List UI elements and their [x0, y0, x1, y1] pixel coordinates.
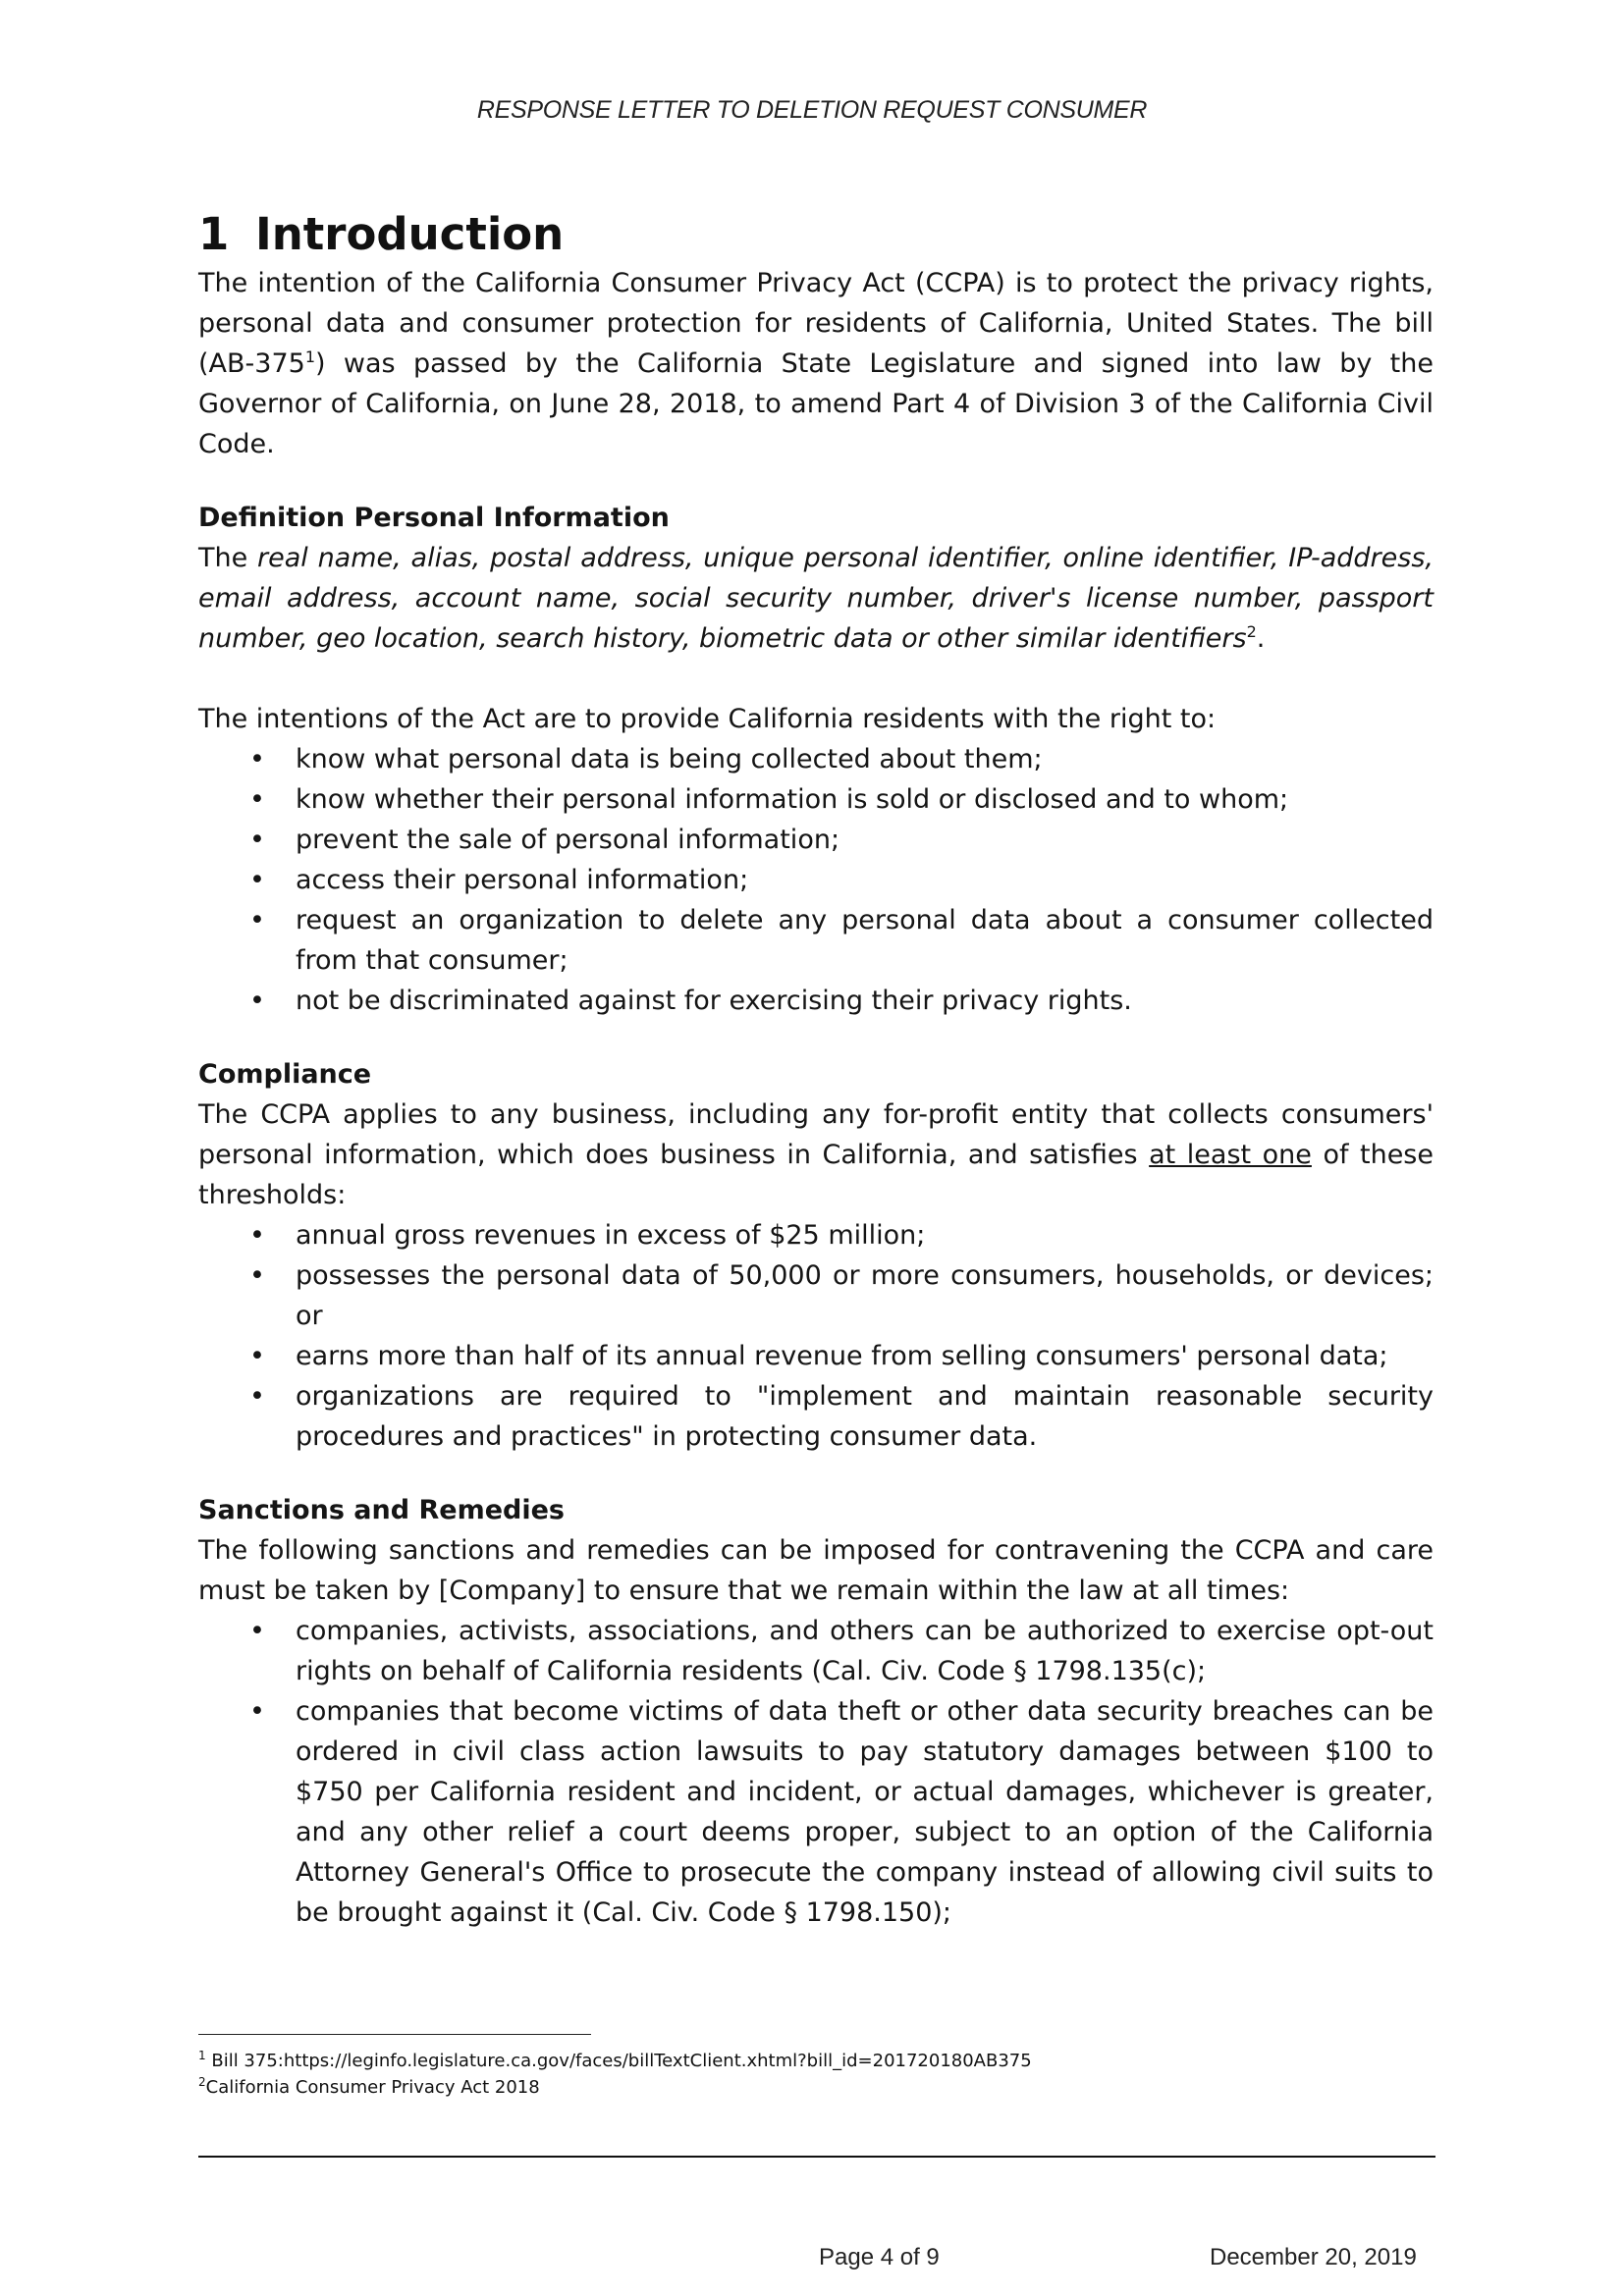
footnote-1: $^1$ Bill 375:https://leginfo.legislature.ca.gov/faces/billTextClient.xhtml?bill_id=201720180AB375 — [198, 2049, 1032, 2071]
bullet-icon: • — [249, 1260, 265, 1291]
footnote-2: $^2$California Consumer Privacy Act 2018 — [198, 2075, 540, 2098]
list-item: • access their personal information; — [198, 860, 1434, 900]
section-number: 1 — [198, 208, 230, 260]
footnotes — [198, 2048, 1435, 2101]
bullet-icon: • — [249, 1381, 265, 1412]
list-item: • earns more than half of its annual revenue from selling consumers' personal data; — [198, 1336, 1434, 1376]
bullet-icon: • — [249, 865, 265, 895]
bullet-icon: • — [249, 784, 265, 815]
underlined-phrase: at least one — [1149, 1140, 1312, 1170]
footnote-link[interactable]: Bill 375:https://leginfo.legislature.ca.gov/faces/billTextClient.xhtml?bill_id=201720180AB375 — [205, 2051, 1032, 2071]
bullet-icon: • — [249, 744, 265, 774]
sanctions-list — [198, 1611, 1434, 1933]
definition-paragraph: The real name, alias, postal address, unique personal identifier, online identifier, IP-address, email address, account name, social security number, driver's license number, passport number, geo location, search history, biometric data or other similar identifiers$^2$. — [198, 543, 1434, 654]
page-content — [198, 206, 1434, 1933]
list-item: • request an organization to delete any personal data about a consumer collected from that consumer; — [198, 900, 1434, 981]
compliance-list — [198, 1215, 1434, 1457]
bullet-icon: • — [249, 986, 265, 1016]
list-item: • organizations are required to "implement and maintain reasonable security procedures and practices" in protecting consumer data. — [198, 1376, 1434, 1457]
footnote-ref-1[interactable]: 1 — [304, 347, 315, 366]
bullet-icon: • — [249, 1616, 265, 1646]
bullet-icon: • — [249, 905, 265, 935]
list-item: • know whether their personal information is sold or disclosed and to whom; — [198, 779, 1434, 820]
bullet-icon: • — [249, 1341, 265, 1371]
list-item: • possesses the personal data of 50,000 or more consumers, households, or devices; or — [198, 1255, 1434, 1336]
section-title: Introduction — [255, 208, 565, 260]
list-item: • companies that become victims of data theft or other data security breaches can be ordered in civil class action lawsuits to pay statutory damages between $100 to $750 per California resident and incident, or actual damages, whichever is greater, and any other relief a court deems proper, subject to an option of the California Attorney General's Office to prosecute the company instead of allowing civil suits to be brought against it (Cal. Civ. Code § 1798.150); — [198, 1691, 1434, 1933]
footnote-ref-2[interactable]: 2 — [1246, 622, 1257, 641]
intentions-lead: The intentions of the Act are to provide California residents with the right to: — [198, 704, 1217, 734]
compliance-paragraph: The CCPA applies to any business, including any for-profit entity that collects consumers' personal information, which does business in California, and satisfies at least one of these thresholds: — [198, 1099, 1434, 1210]
definition-heading: Definition Personal Information — [198, 503, 670, 533]
list-item: • companies, activists, associations, and others can be authorized to exercise opt-out rights on behalf of California residents (Cal. Civ. Code § 1798.135(c); — [198, 1611, 1434, 1691]
footer-rule — [198, 2156, 1435, 2158]
bullet-icon: • — [249, 825, 265, 855]
list-item: • know what personal data is being collected about them; — [198, 739, 1434, 779]
footnote-separator — [198, 2034, 591, 2035]
footer-date: December 20, 2019 — [1210, 2244, 1417, 2270]
list-item: • annual gross revenues in excess of $25 million; — [198, 1215, 1434, 1255]
list-item: • not be discriminated against for exercising their privacy rights. — [198, 981, 1434, 1021]
bullet-icon: • — [249, 1220, 265, 1251]
intentions-list — [198, 739, 1434, 1021]
sanctions-paragraph: The following sanctions and remedies can be imposed for contravening the CCPA and care must be taken by [Company] to ensure that we remain within the law at all times: — [198, 1535, 1434, 1606]
intro-paragraph: The intention of the California Consumer Privacy Act (CCPA) is to protect the privacy rights, personal data and consumer protection for residents of California, United States. The bill $(AB-375^1)$ was passed by the California State Legislature and signed into law by the Governor of California, on June 28, 2018, to amend Part 4 of Division 3 of the California Civil Code. — [198, 268, 1434, 459]
running-header: RESPONSE LETTER TO DELETION REQUEST CONSUMER — [476, 96, 1148, 124]
sanctions-heading: Sanctions and Remedies — [198, 1495, 565, 1525]
page-number: Page 4 of 9 — [819, 2244, 940, 2270]
list-item: • prevent the sale of personal information; — [198, 820, 1434, 860]
bullet-icon: • — [249, 1696, 265, 1727]
section-heading — [198, 206, 1434, 263]
compliance-heading: Compliance — [198, 1059, 372, 1090]
